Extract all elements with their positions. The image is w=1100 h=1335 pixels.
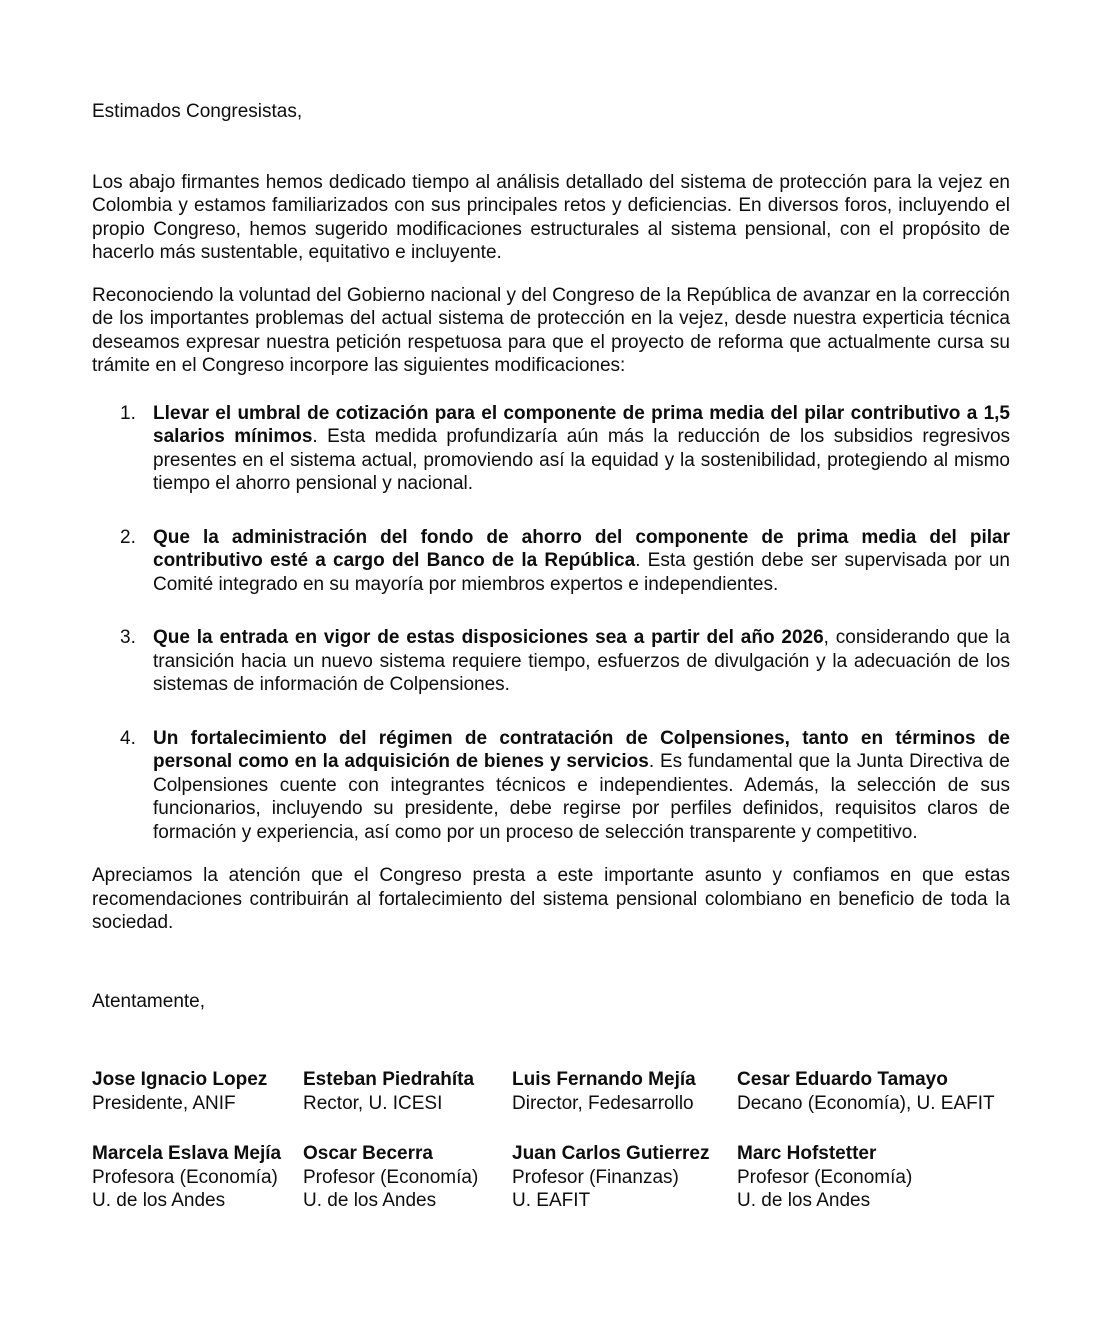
signer-name: Marc Hofstetter (737, 1143, 877, 1164)
signer-title: Director, Fedesarrollo (512, 1092, 694, 1114)
signer-title: Profesora (Economía) (92, 1166, 278, 1188)
signature-cesar-eduardo-tamayo (737, 1068, 1010, 1115)
signature-esteban-piedrahita (303, 1068, 512, 1115)
signature-luis-fernando-mejia (512, 1068, 737, 1115)
list-item-4 (92, 727, 1010, 845)
signer-title: Presidente, ANIF (92, 1092, 236, 1114)
signer-title: Profesor (Finanzas) (512, 1166, 679, 1188)
signer-affiliation: U. EAFIT (512, 1190, 591, 1211)
signer-title: Profesor (Economía) (303, 1166, 479, 1188)
list-item-2-rest: . Esta gestión debe ser supervisada por un Comité integrado en su mayoría por miembros expertos e independientes. (153, 550, 1010, 595)
signature-juan-carlos-gutierrez (512, 1142, 737, 1213)
signature-row-1 (92, 1068, 1010, 1115)
list-item-1-number: 1. (120, 402, 136, 424)
signature-oscar-becerra (303, 1142, 512, 1213)
signer-affiliation: U. de los Andes (303, 1190, 437, 1211)
list-item-2-bold: Que la administración del fondo de ahorro del componente de prima media del pilar contributivo esté a cargo del Banco de la República (153, 526, 1010, 571)
signature-row-2 (92, 1142, 1010, 1213)
signoff: Atentamente, (92, 990, 206, 1012)
list-item-3-text (153, 626, 1010, 697)
list-item-4-rest: . Es fundamental que la Junta Directiva de Colpensiones cuente con integrantes técnicos e independientes. Además, la selección de sus funcionarios, incluyendo su presidente, debe regirse por perfiles definidos, requisitos claros de formación y experiencia, así como por un proceso de selección transparente y competitivo. (153, 751, 1010, 843)
list-item-4-text (153, 727, 1010, 845)
list-item-1-bold: Llevar el umbral de cotización para el componente de prima media del pilar contributivo a 1,5 salarios mínimos (153, 402, 1010, 447)
list-item-1-text (153, 402, 1010, 496)
signer-name: Jose Ignacio Lopez (92, 1069, 268, 1090)
signer-affiliation: U. de los Andes (737, 1190, 871, 1211)
signer-title: Profesor (Economía) (737, 1166, 913, 1188)
salutation: Estimados Congresistas, (92, 101, 303, 122)
list-item-1-rest: . Esta medida profundizaría aún más la reducción de los subsidios regresivos presentes en el sistema actual, promoviendo así la equidad y la sostenibilidad, protegiendo al mismo tiempo el ahorro pensional y nacional. (153, 426, 1011, 494)
paragraph-intro: Los abajo firmantes hemos dedicado tiempo al análisis detallado del sistema de protección para la vejez en Colombia y estamos familiarizados con sus principales retos y deficiencias. En diversos foros, incluyendo el propio Congreso, hemos sugerido modificaciones estructurales al sistema pensional, con el propósito de hacerlo más sustentable, equitativo e incluyente. (92, 171, 1010, 263)
signer-name: Cesar Eduardo Tamayo (737, 1069, 948, 1090)
closing-paragraph: Apreciamos la atención que el Congreso presta a este importante asunto y confiamos en que estas recomendaciones contribuirán al fortalecimiento del sistema pensional colombiano en beneficio de toda la sociedad. (92, 865, 1010, 933)
signer-name: Oscar Becerra (303, 1143, 433, 1164)
signer-affiliation: U. de los Andes (92, 1190, 226, 1211)
list-item-4-bold: Un fortalecimiento del régimen de contratación de Colpensiones, tanto en términos de personal como en la adquisición de bienes y servicios (153, 727, 1010, 772)
signature-jose-ignacio-lopez (92, 1068, 303, 1115)
list-item-4-number: 4. (120, 727, 136, 749)
signer-name: Luis Fernando Mejía (512, 1069, 696, 1090)
signature-marc-hofstetter (737, 1142, 1010, 1213)
recommendations-list (92, 402, 1010, 845)
list-item-2 (92, 526, 1010, 597)
signature-marcela-eslava-mejia (92, 1142, 303, 1213)
list-item-2-number: 2. (120, 526, 136, 548)
signer-name: Marcela Eslava Mejía (92, 1143, 282, 1164)
list-item-3-rest: , considerando que la transición hacia un nuevo sistema requiere tiempo, esfuerzos de divulgación y la adecuación de los sistemas de información de Colpensiones. (153, 627, 1010, 695)
list-item-1 (92, 402, 1010, 496)
list-item-3-bold: Que la entrada en vigor de estas disposiciones sea a partir del año 2026 (153, 627, 824, 648)
list-item-3-number: 3. (120, 627, 136, 648)
signer-name: Juan Carlos Gutierrez (512, 1143, 710, 1164)
signer-title: Rector, U. ICESI (303, 1092, 443, 1114)
list-item-2-text (153, 526, 1010, 597)
signer-title: Decano (Economía), U. EAFIT (737, 1092, 995, 1114)
list-item-3 (92, 626, 1010, 697)
signer-name: Esteban Piedrahíta (303, 1069, 475, 1090)
paragraph-request: Reconociendo la voluntad del Gobierno nacional y del Congreso de la República de avanzar en la corrección de los importantes problemas del actual sistema de protección en la vejez, desde nuestra experticia técnica deseamos expresar nuestra petición respetuosa para que el proyecto de reforma que actualmente cursa su trámite en el Congreso incorpore las siguientes modificaciones: (92, 284, 1010, 376)
